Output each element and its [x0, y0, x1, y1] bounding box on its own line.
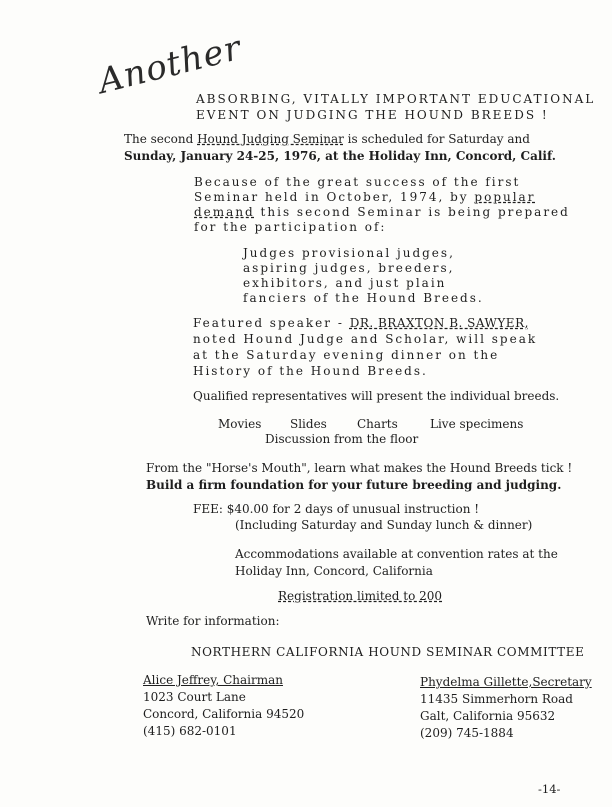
success-line-1: Because of the great success of the first [194, 175, 521, 189]
contact-chairman-city: Concord, California 94520 [143, 707, 305, 721]
speaker-pre: Featured speaker - [193, 316, 350, 330]
seminar-title: Hound Judging Seminar [197, 132, 344, 146]
audience-line-3: exhibitors, and just plain [243, 276, 447, 290]
media-discussion: Discussion from the floor [265, 432, 419, 446]
demand-word: demand [194, 205, 255, 219]
intro-date-line: Sunday, January 24-25, 1976, at the Holiday Inn, Concord, Calif. [124, 149, 556, 163]
accommodations-line-2: Holiday Inn, Concord, California [235, 564, 433, 578]
success-line-3: this second Seminar is being prepared [254, 205, 570, 219]
audience-line-2: aspiring judges, breeders, [243, 261, 455, 275]
audience-line-4: fanciers of the Hound Breeds. [243, 291, 484, 305]
contact-secretary-city: Galt, California 95632 [420, 709, 556, 723]
horse-mouth-paragraph [146, 460, 572, 494]
horse-mouth-line-1: From the "Horse's Mouth", learn what makes the Hound Breeds tick ! [146, 461, 573, 475]
contact-chairman-address: 1023 Court Lane [143, 690, 246, 704]
registration-limit: Registration limited to 200 [278, 589, 443, 603]
contact-secretary-address: 11435 Simmerhorn Road [420, 692, 573, 706]
speaker-line-3: at the Saturday evening dinner on the [193, 348, 500, 362]
representatives-line: Qualified representatives will present the individual breeds. [193, 389, 560, 403]
speaker-line-2: noted Hound Judge and Scholar, will speak [193, 332, 538, 346]
handwritten-annotation: Another [94, 27, 246, 102]
speaker-name: DR. BRAXTON B. SAWYER, [349, 316, 529, 330]
headline-line-2: EVENT ON JUDGING THE HOUND BREEDS ! [196, 108, 549, 122]
media-item-slides: Slides [290, 417, 327, 431]
intro-paragraph [124, 131, 556, 165]
media-item-movies: Movies [218, 417, 262, 431]
popular-word: popular [474, 190, 536, 204]
intro-pre: The second [124, 132, 198, 146]
fee-line: FEE: $40.00 for 2 days of unusual instruction ! [193, 502, 480, 516]
accommodations-line-1: Accommodations available at convention rates at the [235, 547, 558, 561]
contact-chairman-phone: (415) 682-0101 [143, 724, 237, 738]
write-for-information: Write for information: [146, 614, 280, 628]
audience-line-1: Judges provisional judges, [243, 246, 455, 260]
contact-secretary-phone: (209) 745-1884 [420, 726, 514, 740]
media-item-charts: Charts [357, 417, 398, 431]
media-item-live-specimens: Live specimens [430, 417, 524, 431]
success-line-4: for the participation of: [194, 220, 387, 234]
committee-name: NORTHERN CALIFORNIA HOUND SEMINAR COMMITTEE [191, 645, 585, 659]
audience-list [243, 246, 484, 306]
accommodations [235, 546, 558, 580]
contact-chairman-name: Alice Jeffrey, Chairman [143, 673, 283, 687]
speaker-line-4: History of the Hound Breeds. [193, 364, 428, 378]
success-paragraph [194, 175, 570, 235]
success-line-2: Seminar held in October, 1974, by [194, 190, 475, 204]
fee-includes: (Including Saturday and Sunday lunch & dinner) [235, 518, 533, 532]
headline-line-1: ABSORBING, VITALLY IMPORTANT EDUCATIONAL [196, 92, 596, 106]
intro-post: is scheduled for Saturday and [343, 132, 530, 146]
contact-chairman [143, 672, 304, 740]
contact-secretary [420, 674, 592, 742]
speaker-paragraph [193, 315, 537, 379]
horse-mouth-line-2: Build a firm foundation for your future breeding and judging. [146, 478, 562, 492]
page-number: -14- [538, 782, 561, 796]
contact-secretary-name: Phydelma Gillette,Secretary [420, 675, 592, 689]
headline [196, 91, 595, 123]
